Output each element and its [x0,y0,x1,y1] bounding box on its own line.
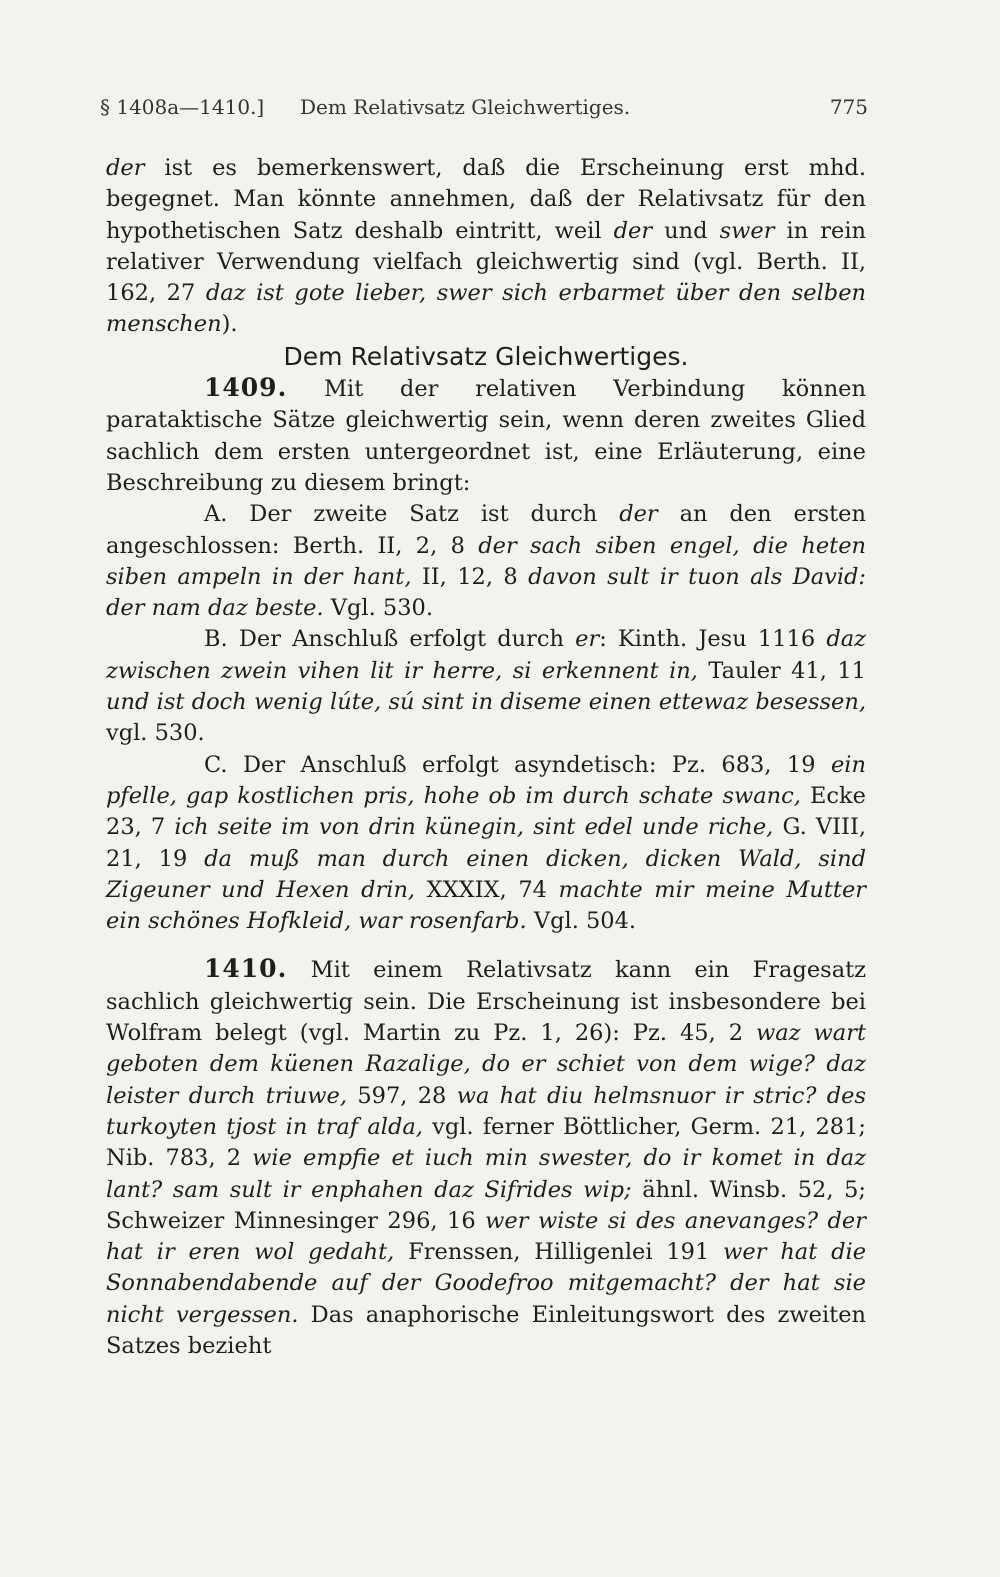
paragraph-1410: 1410. Mit einem Relativsatz kann ein Fragesatz sachlich gleichwertig sein. Die Erscheinung ist insbesondere bei Wolfram belegt (vgl. Martin zu Pz. 1, 26): Pz. 45, 2 waz wart geboten dem küenen Razalige, do er schiet von dem wige? daz leister durch triuwe, 597, 28 wa hat diu helmsnuor ir stric? des turkoyten tjost in traf alda, vgl. ferner Böttlicher, Germ. 21, 281; Nib. 783, 2 wie empfie et iuch min swester, do ir komet in daz lant? sam sult ir enphahen daz Sifrides wip; ähnl. Winsb. 52, 5; Schweizer Minnesinger 296, 16 wer wiste si des anevanges? der hat ir eren wol gedaht, Frenssen, Hilligenlei 191 wer hat die Sonnabendabende auf der Goodefroo mitgemacht? der hat sie nicht vergessen. Das anaphorische Einleitungswort des zweiten Satzes bezieht [106,954,867,1359]
subsection-b: B. Der Anschluß erfolgt durch er: Kinth. Jesu 1116 daz zwischen zwein vihen lit ir herre, si erkennent in, Tauler 41, 11 und ist doch wenig lúte, sú sint in diseme einen ettewaz besessen, vgl. 530. [106,626,866,747]
page-body [106,153,866,1362]
subsection-c: C. Der Anschluß erfolgt asyndetisch: Pz. 683, 19 ein pfelle, gap kostlichen pris, hohe ob im durch schate swanc, Ecke 23, 7 ich seite im von drin künegin, sint edel unde riche, G. VIII, 21, 19 da muß man durch einen dicken, dicken Wald, sind Zigeuner und Hexen drin, XXXIX, 74 machte mir meine Mutter ein schönes Hofkleid, war rosenfarb. Vgl. 504. [106,751,867,935]
subsection-a: A. Der zweite Satz ist durch der an den ersten angeschlossen: Berth. II, 2, 8 der sach siben engel, die heten siben ampeln in der hant, II, 12, 8 davon sult ir tuon als David: der nam daz beste. Vgl. 530. [106,501,867,622]
section-range: § 1408a—1410.] [100,95,265,119]
section-gap [106,937,866,953]
header-title: Dem Relativsatz Gleichwertiges. [300,95,631,119]
page-number: 775 [829,95,868,119]
intro-paragraph: der ist es bemerkenswert, daß die Erscheinung erst mhd. begegnet. Man könnte annehmen, daß der Relativsatz für den hypothetischen Satz deshalb eintritt, weil der und swer in rein relativer Verwendung vielfach gleichwertig sind (vgl. Berth. II, 162, 27 daz ist gote lieber, swer sich erbarmet über den selben menschen). [106,155,867,338]
section-number-1409: 1409. [204,373,288,403]
paragraph-1409: 1409. Mit der relativen Verbindung können parataktische Sätze gleichwertig sein, wenn deren zweites Glied sachlich dem ersten untergeordnet ist, eine Erläuterung, eine Beschreibung zu diesem bringt: [106,373,866,496]
section-number-1410: 1410. [204,954,288,984]
section-heading: Dem Relativsatz Gleichwertiges. [283,341,689,371]
